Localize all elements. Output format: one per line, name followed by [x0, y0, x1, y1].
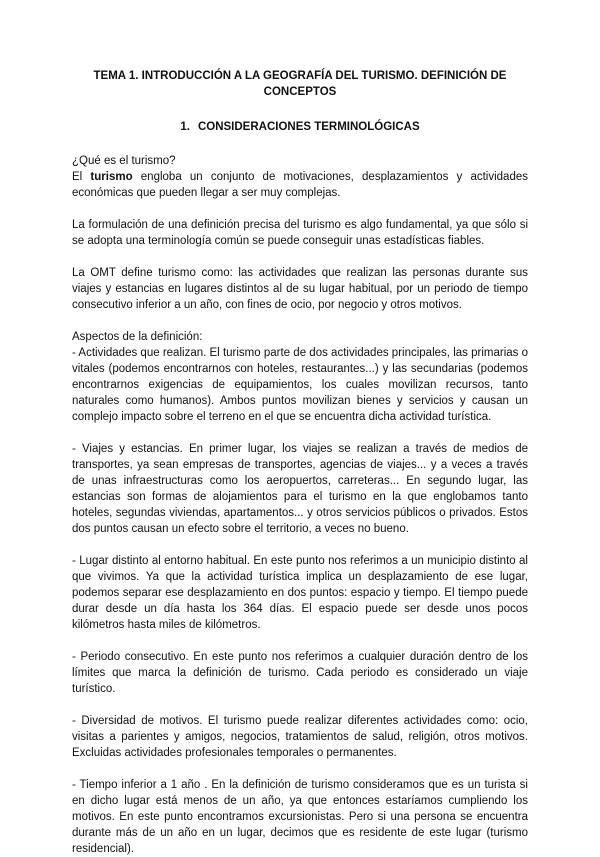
aspect-tiempo: - Tiempo inferior a 1 año . En la definición de turismo consideramos que es un turista si en dicho lugar está menos de un año, ya que entonces estaríamos cumpliendo los motivos. En este punto encontramos excursionistas. Pero si una persona se encuentra durante más de un año en un lugar, decimos que es residente de este lugar (turismo residencial). — [72, 779, 528, 855]
aspect-viajes: - Viajes y estancias. En primer lugar, los viajes se realizan a través de medios de transportes, ya sean empresas de transportes, agencias de viajes... y a veces a través de unas infraestructuras como los aeropuertos, carreteras... En segundo lugar, las estancias son formas de alojamientos para el turismo en la que englobamos tanto hoteles, segundas viviendas, apartamentos... y otros servicios públicos o privados. Estos dos puntos causan un efecto sobre el territorio, a veces no bueno. — [72, 443, 528, 535]
intro-bold-term: turismo — [90, 171, 133, 183]
intro-before: El — [72, 171, 91, 183]
document-title: TEMA 1. INTRODUCCIÓN A LA GEOGRAFÍA DEL TURISMO. DEFINICIÓN DE CONCEPTOS — [93, 70, 507, 98]
aspect-motivos: - Diversidad de motivos. El turismo puede realizar diferentes actividades como: ocio, visitas a parientes y amigos, negocios, tratamientos de salud, religión, otros motivos. Excluidas actividades profesionales temporales o permanentes. — [72, 715, 528, 759]
intro-after: engloba un conjunto de motivaciones, desplazamientos y actividades económicas que pueden llegar a ser muy complejas. — [72, 171, 528, 199]
omt-paragraph: La OMT define turismo como: las actividades que realizan las personas durante sus viajes y estancias en lugares distintos al de su lugar habitual, por un periodo de tiempo consecutivo inferior a un año, con fines de ocio, por negocio y otros motivos. — [72, 267, 528, 311]
document-page — [72, 68, 528, 857]
aspect-actividades: - Actividades que realizan. El turismo parte de dos actividades principales, las primarias o vitales (podemos encontrarnos con hoteles, restaurantes...) y las secundarias (podemos encontrarnos exigencias de equipamientos, los cuales movilizan recursos, tanto naturales como humanos). Ambos puntos movilizan bienes y servicios y causan un complejo impacto sobre el terreno en el que se encuentra dicha actividad turística. — [72, 347, 528, 423]
aspects-heading: Aspectos de la definición: — [72, 331, 203, 343]
formulacion-paragraph: La formulación de una definición precisa del turismo es algo fundamental, ya que sólo si se adopta una terminología común se puede conseguir unas estadísticas fiables. — [72, 219, 528, 247]
section-title: CONSIDERACIONES TERMINOLÓGICAS — [197, 121, 420, 133]
intro-paragraph — [72, 169, 528, 201]
section-heading — [72, 119, 528, 135]
question-line: ¿Qué es el turismo? — [72, 155, 176, 167]
aspect-lugar: - Lugar distinto al entorno habitual. En este punto nos referimos a un municipio distinto al que vivimos. Ya que la actividad turística implica un desplazamiento de ese lugar, podemos separar ese desplazamiento en dos puntos: espacio y tiempo. El tiempo puede durar desde un día hasta los 364 días. El espacio puede ser desde unos pocos kilómetros hasta miles de kilómetros. — [72, 555, 528, 631]
aspect-periodo: - Periodo consecutivo. En este punto nos referimos a cualquier duración dentro de los límites que marca la definición de turismo. Cada periodo es considerado un viaje turístico. — [72, 651, 528, 695]
section-number: 1. — [180, 121, 190, 133]
